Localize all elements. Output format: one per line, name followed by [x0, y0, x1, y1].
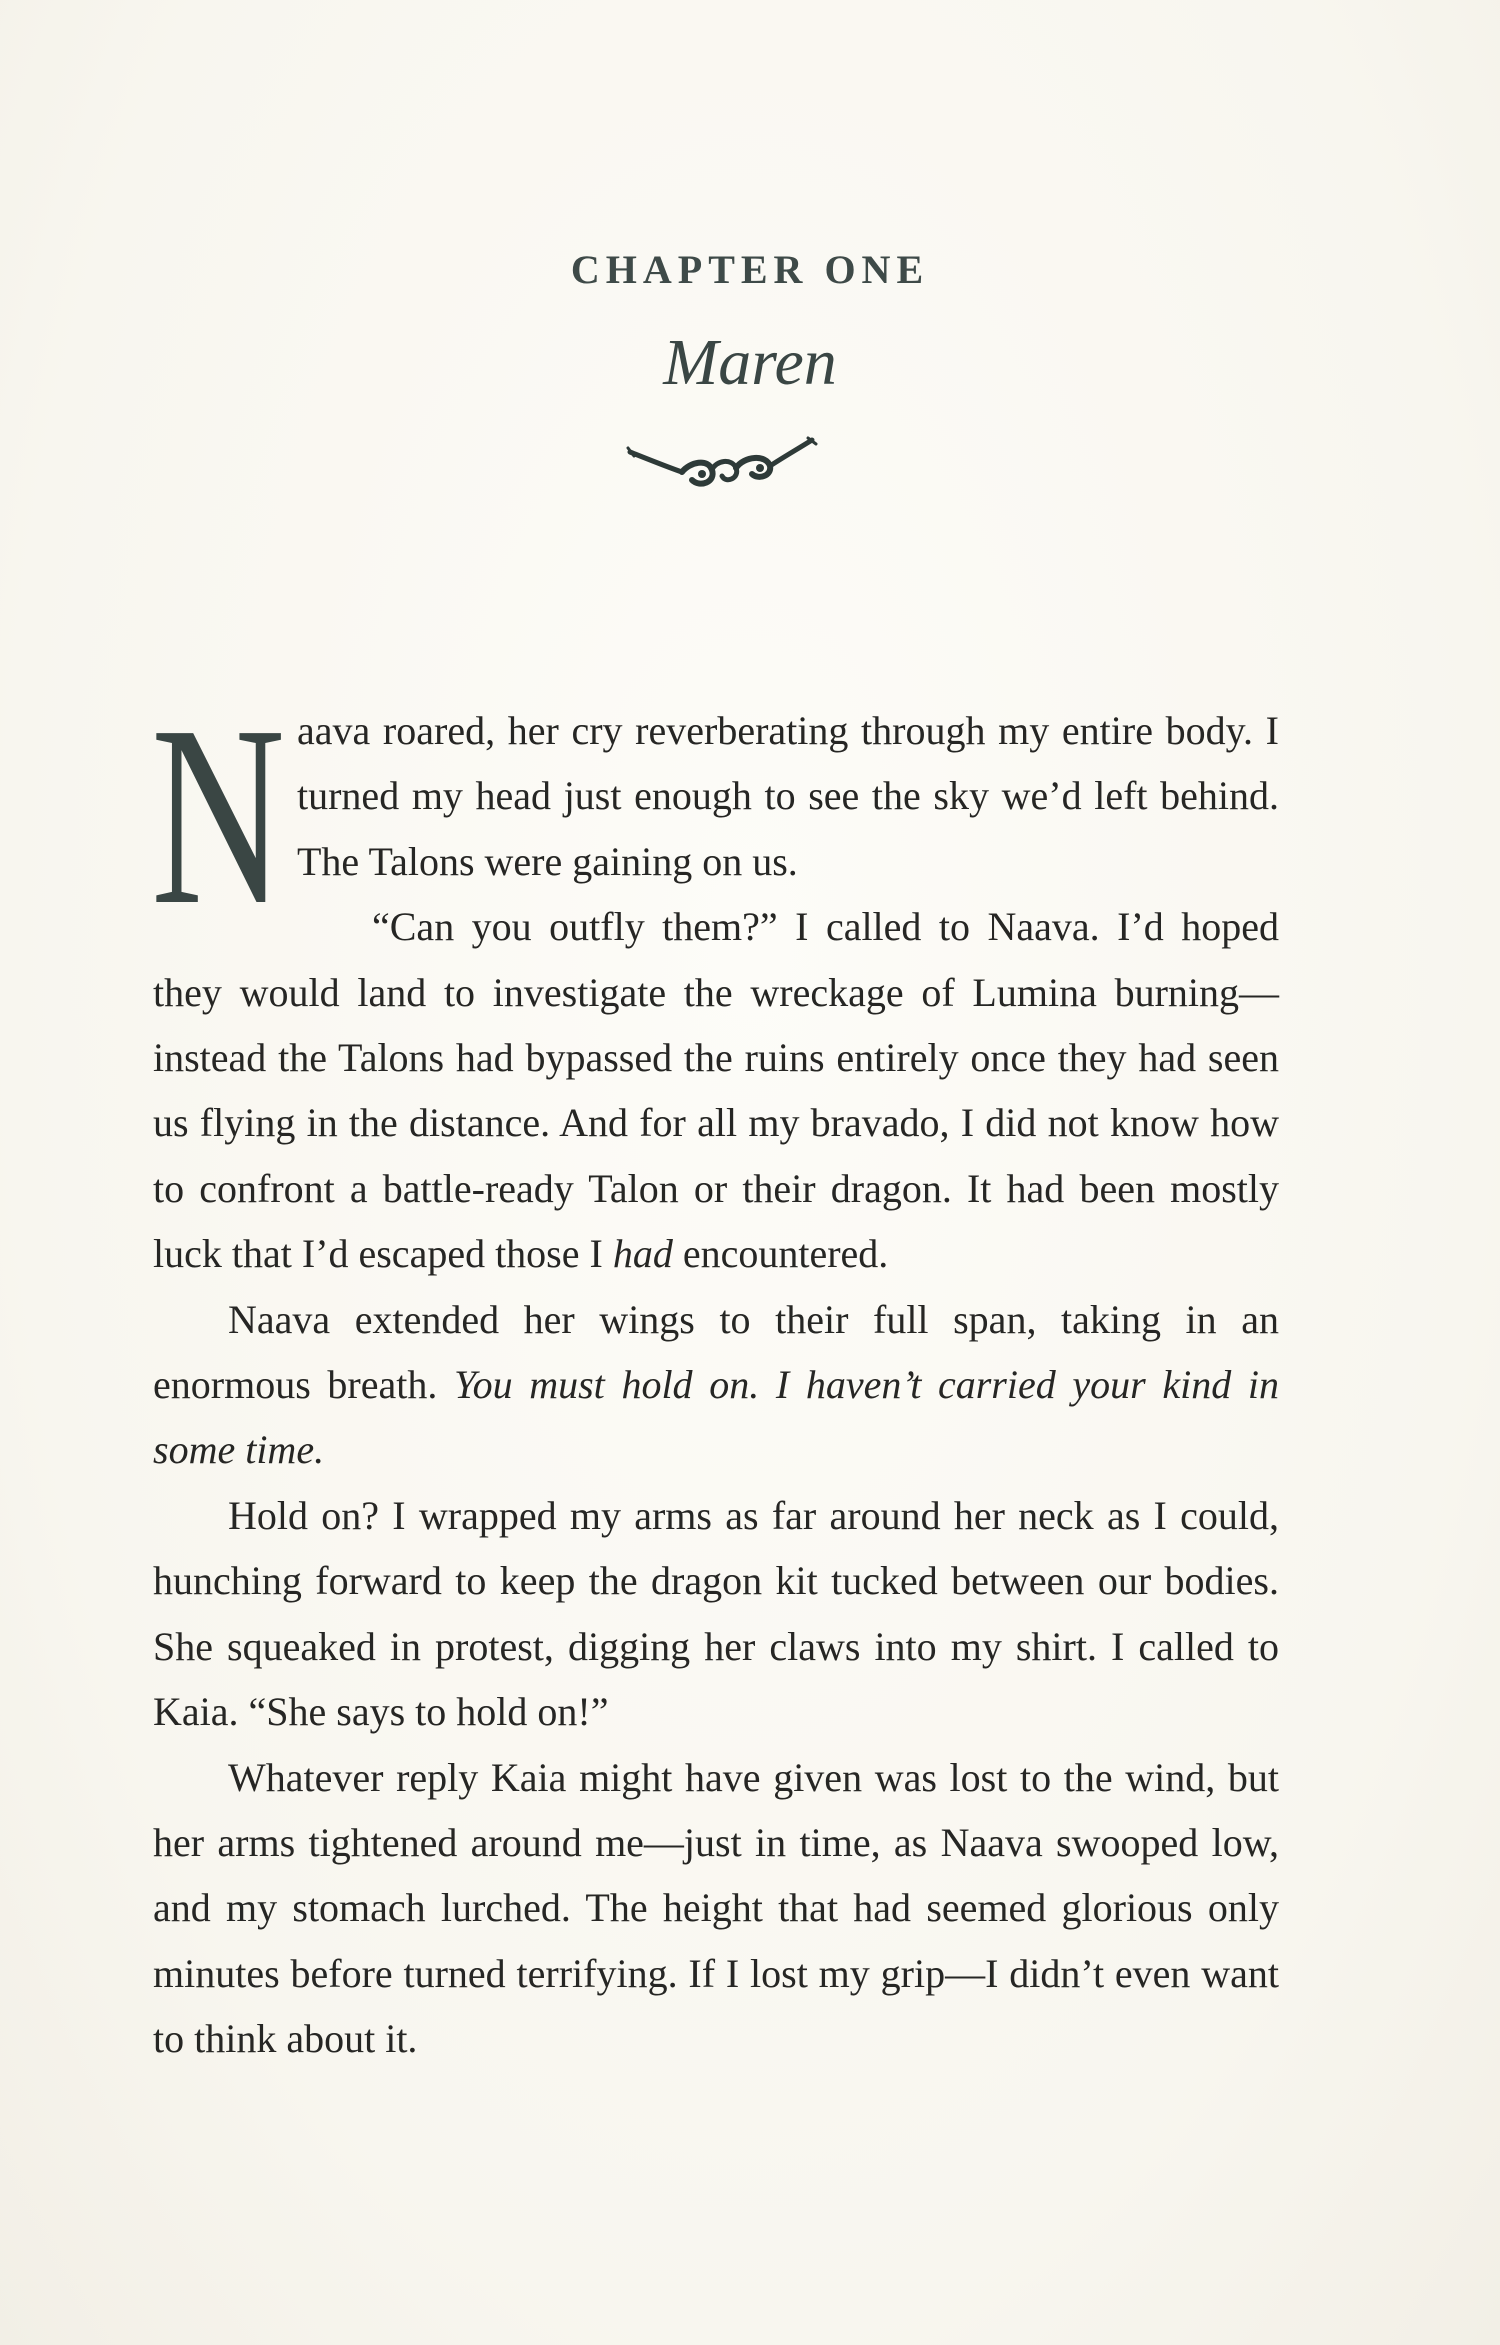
paragraph-text: “Can you outfly them?” I called to Naava. I’d hoped they would land to investigate the wreckage of Lumina burning—instead the Talons had bypassed the ruins entirely once they had seen us flying in the distance. And for all my bravado, I did not know how to confront a battle-ready Talon or their dragon. It had been mostly luck that I’d escaped those I: [153, 904, 1279, 1277]
emphasis-text: You must hold on. I haven’t carried your kind in some time.: [153, 1362, 1279, 1473]
paragraph-text: Naava extended her wings to their full span, taking in an enormous breath.: [153, 1296, 1279, 1408]
paragraph: [153, 1287, 1279, 1483]
chapter-title: Maren: [663, 326, 837, 399]
paragraph: [153, 1483, 1279, 1745]
paragraph-text: Whatever reply Kaia might have given was lost to the wind, but her arms tightened around me—just in time, as Naava swooped low, and my stomach lurched. The height that had seemed glorious only minutes before turned terrifying. If I lost my grip—I didn’t even want to think about it.: [153, 1754, 1279, 2062]
chapter-body: [151, 672, 1279, 2072]
drop-cap: N: [151, 672, 286, 958]
chapter-label: CHAPTER ONE: [570, 247, 930, 292]
paragraph: [151, 672, 1279, 958]
paragraph-text: encountered.: [672, 1231, 889, 1277]
paragraph: [153, 1745, 1279, 2072]
paragraph-text: aava roared, her cry reverberating through my entire body. I turned my head just enough to see the sky we’d left behind. The Talons were gaining on us.: [297, 708, 1279, 884]
emphasis-text: had: [612, 1231, 673, 1277]
flourish-ornament-icon: [620, 432, 820, 502]
paragraph-text: Hold on? I wrapped my arms as far around her neck as I could, hunching forward to keep the dragon kit tucked between our bodies. She squeaked in protest, digging her claws into my shirt. I called to Kaia. “She says to hold on!”: [153, 1492, 1279, 1735]
paragraph: [153, 894, 1279, 1286]
